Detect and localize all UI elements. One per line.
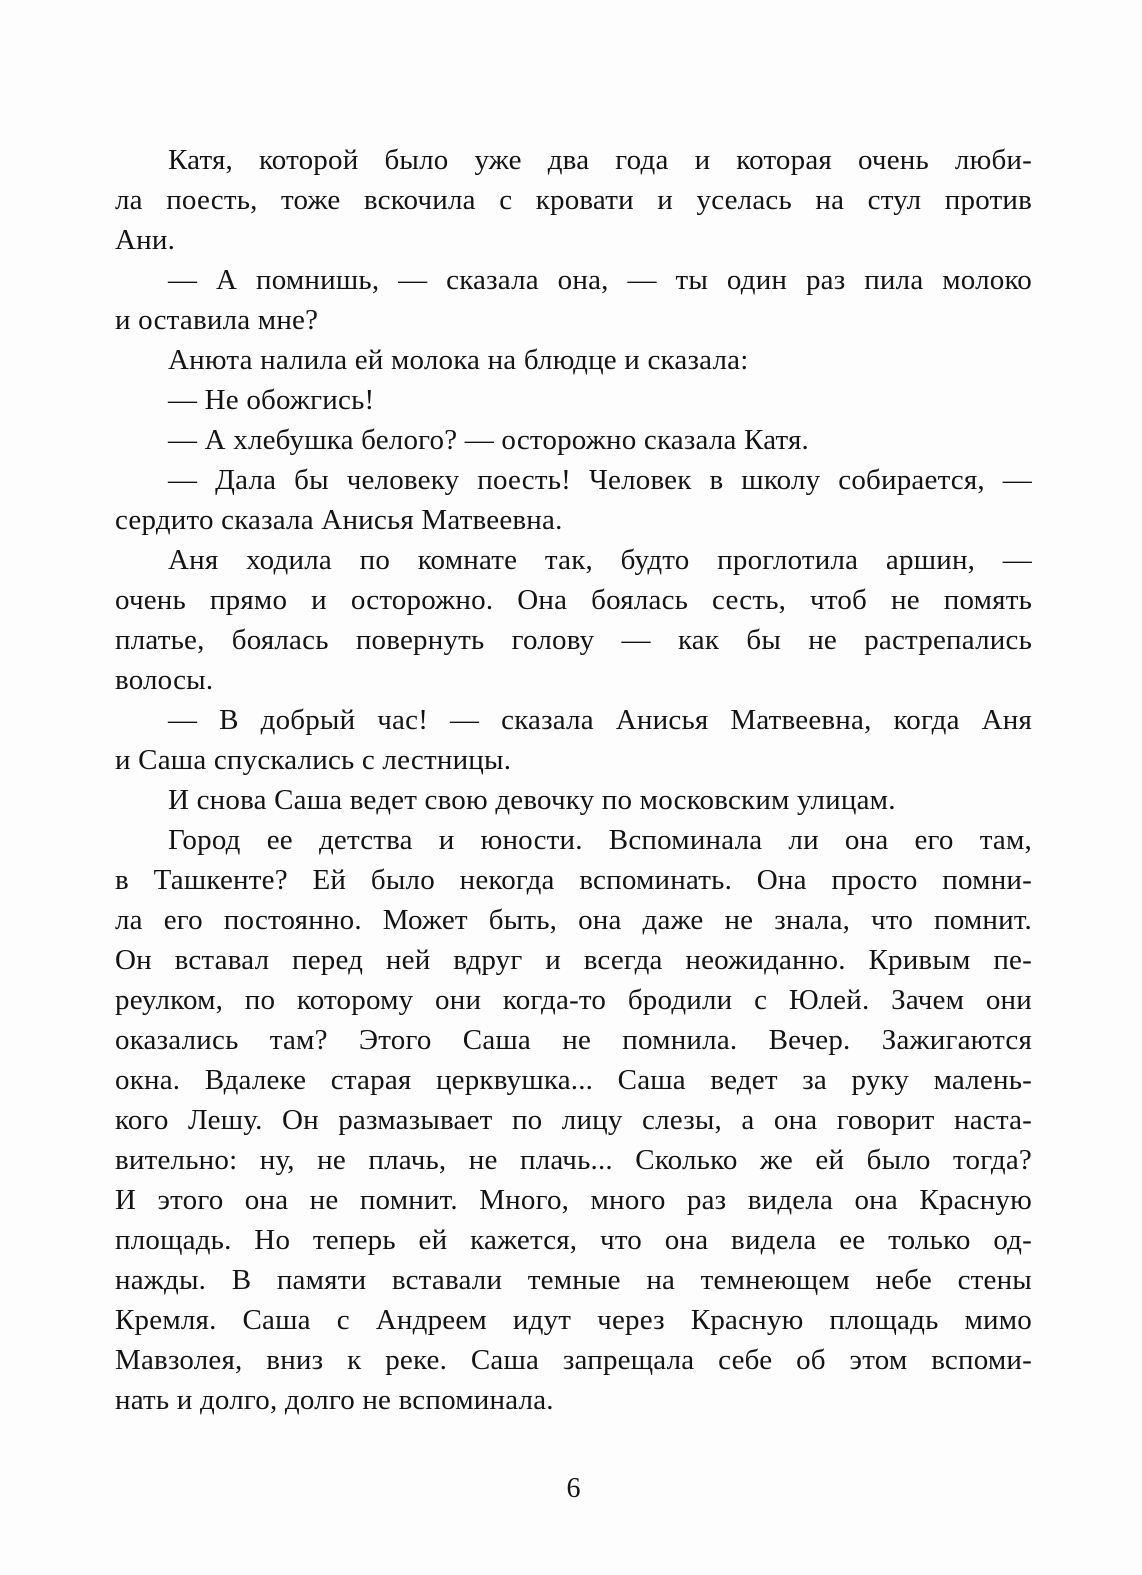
text-line: И этого она не помнит. Много, много раз видела она Красную — [115, 1184, 1032, 1216]
text-line: сердито сказала Анисья Матвеевна. — [115, 504, 563, 536]
text-line: нажды. В памяти вставали темные на темнеющем небе стены — [115, 1264, 1032, 1296]
text-line: Мавзолея, вниз к реке. Саша запрещала себе об этом вспоми- — [115, 1344, 1032, 1376]
text-line: и оставила мне? — [115, 304, 319, 336]
text-line: окна. Вдалеке старая церквушка... Саша ведет за руку малень- — [115, 1064, 1032, 1096]
text-line: — Дала бы человеку поесть! Человек в школу собирается, — — [168, 464, 1032, 496]
text-line: кого Лешу. Он размазывает по лицу слезы, а она говорит наста- — [115, 1104, 1032, 1136]
text-line: Он вставал перед ней вдруг и всегда неожиданно. Кривым пе- — [115, 944, 1032, 976]
text-line: Анюта налила ей молока на блюдце и сказала: — [168, 344, 749, 376]
text-line: волосы. — [115, 664, 214, 696]
text-line: Аня ходила по комнате так, будто проглотила аршин, — — [168, 544, 1032, 576]
text-line: Кремля. Саша с Андреем идут через Красную площадь мимо — [115, 1304, 1032, 1336]
text-line: — А хлебушка белого? — осторожно сказала Катя. — [168, 424, 809, 456]
text-line: Город ее детства и юности. Вспоминала ли она его там, — [168, 824, 1032, 856]
text-line: ла поесть, тоже вскочила с кровати и уселась на стул против — [115, 184, 1032, 216]
text-line: Ани. — [115, 224, 176, 256]
text-line: нать и долго, долго не вспоминала. — [115, 1384, 554, 1416]
text-line: платье, боялась повернуть голову — как бы не растрепались — [115, 624, 1032, 656]
page-number: 6 — [566, 1473, 581, 1504]
text-line: площадь. Но теперь ей кажется, что она видела ее только од- — [115, 1224, 1032, 1256]
text-line: Катя, которой было уже два года и которая очень люби- — [168, 144, 1032, 176]
text-line: очень прямо и осторожно. Она боялась сесть, чтоб не помять — [115, 584, 1032, 616]
body-text — [115, 140, 1032, 1420]
text-line: — В добрый час! — сказала Анисья Матвеевна, когда Аня — [168, 704, 1032, 736]
text-line: — А помнишь, — сказала она, — ты один раз пила молоко — [168, 264, 1032, 296]
text-line: И снова Саша ведет свою девочку по московским улицам. — [168, 784, 896, 816]
text-line: вительно: ну, не плачь, не плачь... Сколько же ей было тогда? — [115, 1144, 1032, 1176]
text-line: реулком, по которому они когда-то бродили с Юлей. Зачем они — [115, 984, 1032, 1016]
text-line: и Саша спускались с лестницы. — [115, 744, 512, 776]
text-line: — Не обожгись! — [168, 384, 375, 416]
text-line: ла его постоянно. Может быть, она даже не знала, что помнит. — [115, 904, 1032, 936]
text-line: в Ташкенте? Ей было некогда вспоминать. Она просто помни- — [115, 864, 1032, 896]
text-line: оказались там? Этого Саша не помнила. Вечер. Зажигаются — [115, 1024, 1032, 1056]
